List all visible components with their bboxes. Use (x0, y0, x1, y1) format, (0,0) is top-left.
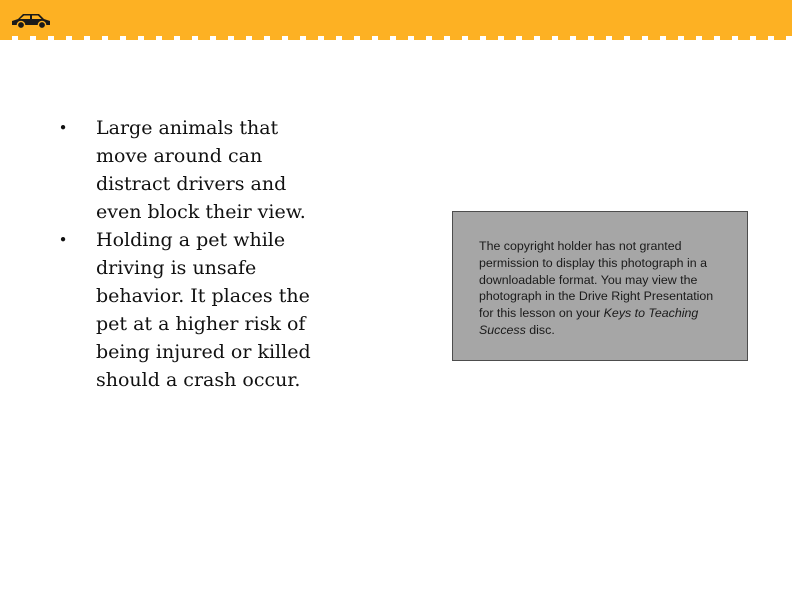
header-bar (0, 0, 792, 36)
photo-placeholder (452, 211, 748, 361)
bullet-text: Holding a pet while driving is unsafe behavior. It places the pet at a higher risk of being injured or killed should a crash occur. (96, 229, 311, 391)
copyright-notice-end: disc. (529, 322, 555, 337)
copyright-notice-title: Keys to Teaching Success (479, 306, 699, 337)
list-item (56, 226, 326, 394)
bullet-icon: • (58, 231, 68, 249)
bullet-icon: • (58, 119, 68, 137)
bullet-list (56, 114, 326, 394)
list-item (56, 114, 326, 226)
copyright-notice-main: The copyright holder has not granted permission to display this photograph in a downloadable format. You may view the photograph in the Drive Right Presentation for this lesson on your (479, 239, 714, 321)
copyright-notice (479, 238, 729, 339)
car-icon (9, 8, 53, 30)
bullet-text: Large animals that move around can distract drivers and even block their view. (96, 117, 306, 223)
header-bar-edge (0, 36, 792, 40)
